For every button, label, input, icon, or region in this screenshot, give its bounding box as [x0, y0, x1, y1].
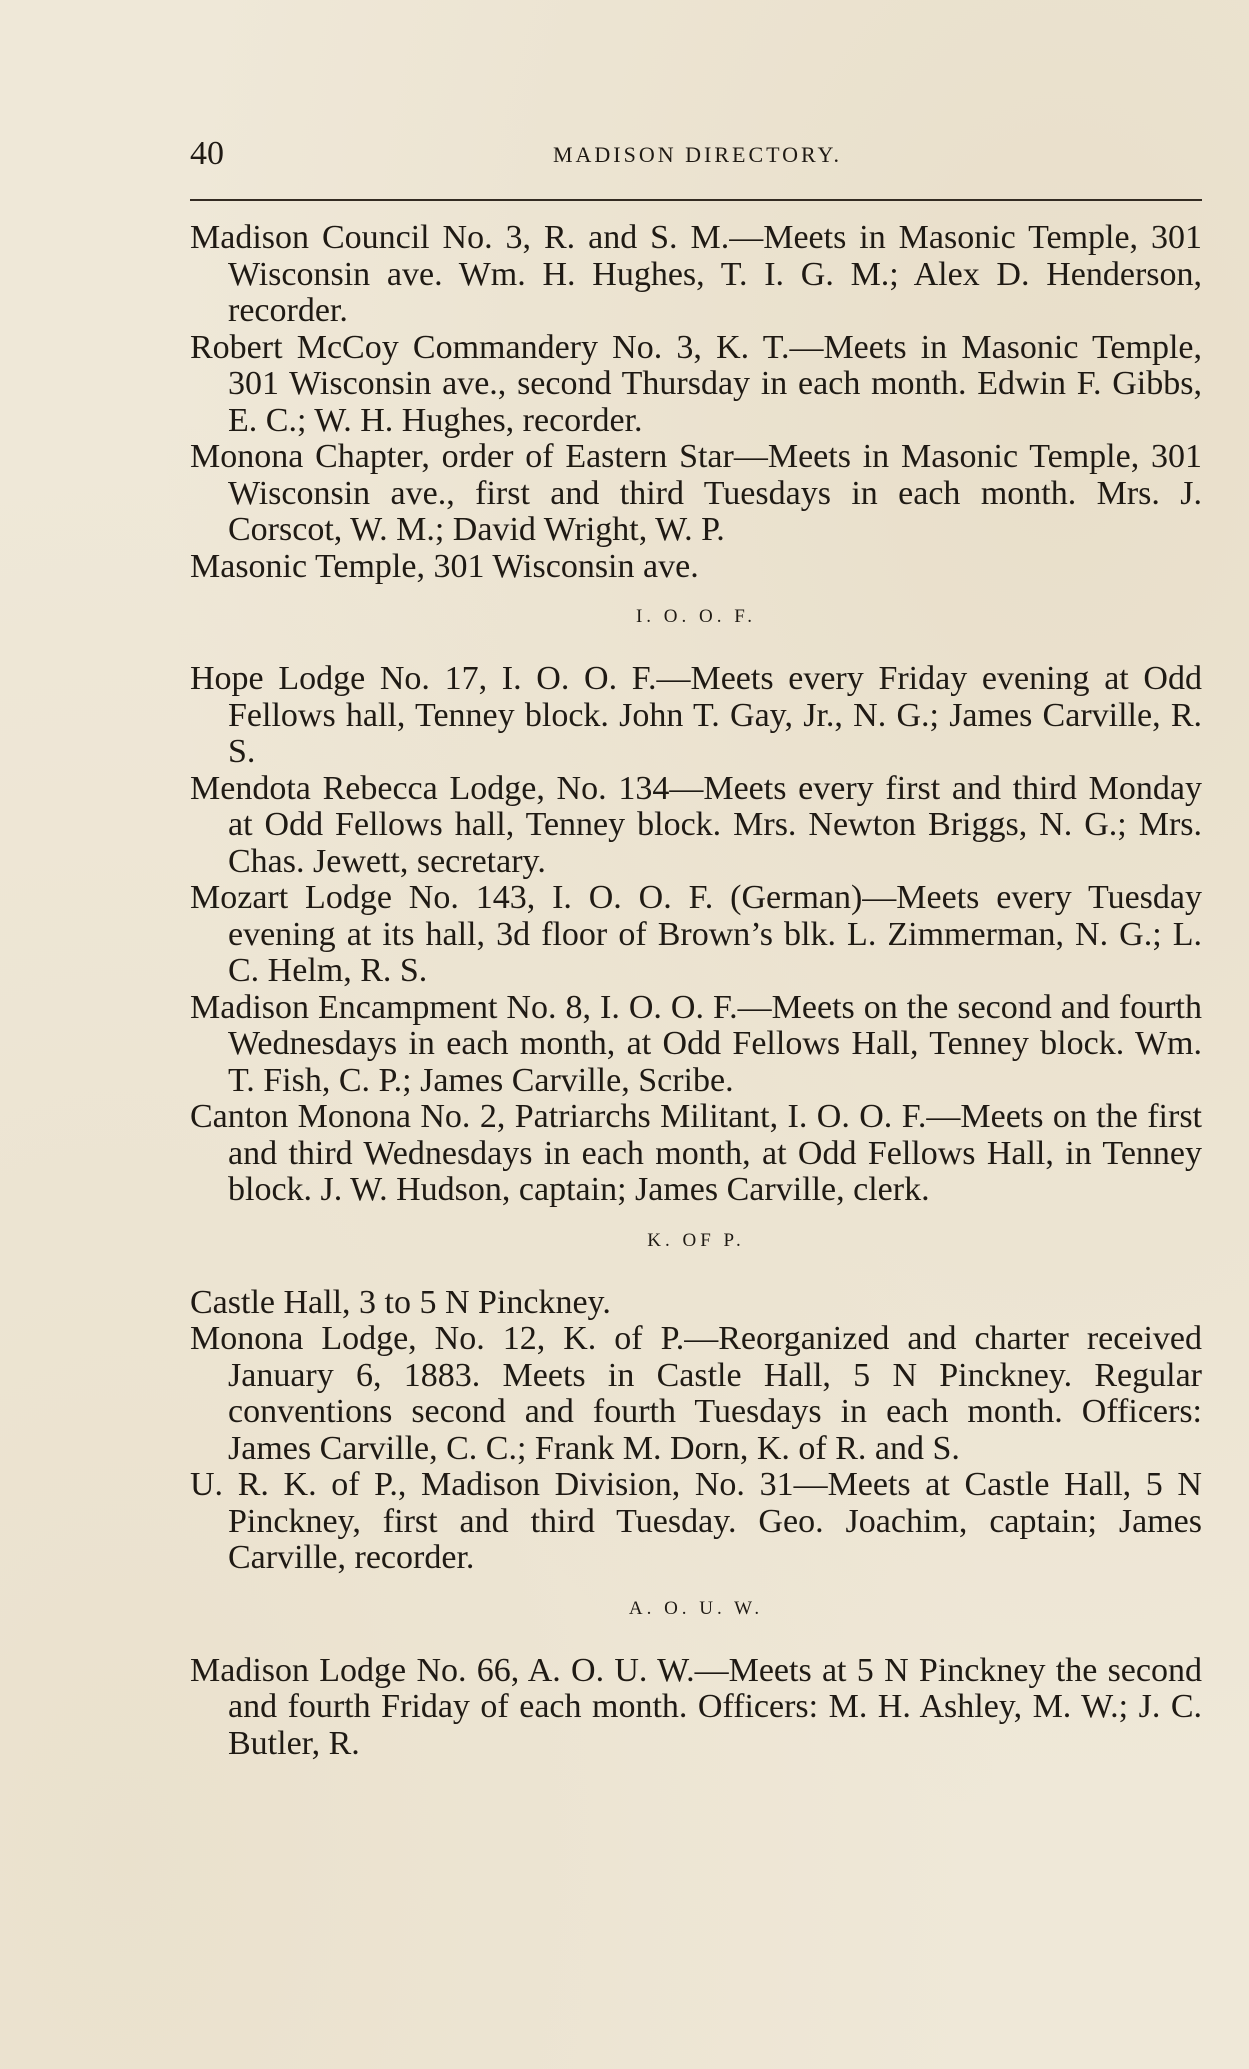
directory-entry: Mozart Lodge No. 143, I. O. O. F. (German)—Meets every Tuesday evening at its hall, 3d floor of Brown’s blk. L. Zimmerman, N. G.; L. C. Helm, R. S. [190, 879, 1202, 989]
page-number: 40 [190, 135, 224, 172]
directory-entry: Masonic Temple, 301 Wisconsin ave. [190, 547, 699, 585]
directory-entry: Hope Lodge No. 17, I. O. O. F.—Meets every Friday evening at Odd Fellows hall, Tenney block. John T. Gay, Jr., N. G.; James Carville, R. S. [190, 660, 1202, 770]
directory-entry: U. R. K. of P., Madison Division, No. 31—Meets at Castle Hall, 5 N Pinckney, first and third Tuesday. Geo. Joachim, captain; James Carville, recorder. [190, 1466, 1202, 1576]
directory-entry: Robert McCoy Commandery No. 3, K. T.—Meets in Masonic Temple, 301 Wisconsin ave., second Thursday in each month. Edwin F. Gibbs, E. C.; W. H. Hughes, recorder. [190, 328, 1202, 439]
directory-entry: Madison Council No. 3, R. and S. M.—Meets in Masonic Temple, 301 Wisconsin ave. Wm. H. Hughes, T. I. G. M.; Alex D. Henderson, recorder. [190, 219, 1202, 329]
section-knights-of-pythias [190, 1209, 1202, 1577]
running-head: MADISON DIRECTORY. [552, 142, 843, 167]
directory-entry: Monona Lodge, No. 12, K. of P.—Reorganized and charter received January 6, 1883. Meets in Castle Hall, 5 N Pinckney. Regular conventions second and fourth Tuesdays in each month. Officers: James Carville, C. C.; Frank M. Dorn, K. of R. and S. [190, 1320, 1202, 1467]
directory-content [190, 220, 1202, 1762]
directory-entry: Madison Lodge No. 66, A. O. U. W.—Meets at 5 N Pinckney the second and fourth Friday of each month. Officers: M. H. Ashley, M. W.; J. C. Butler, R. [190, 1651, 1202, 1762]
section-heading: A. O. U. W. [628, 1597, 764, 1619]
directory-entry: Mendota Rebecca Lodge, No. 134—Meets every first and third Monday at Odd Fellows hall, Tenney block. Mrs. Newton Briggs, N. G.; Mrs. Chas. Jewett, secretary. [190, 769, 1202, 880]
header-rule [190, 199, 1202, 201]
section-heading: I. O. O. F. [635, 606, 757, 627]
section-aouw [190, 1577, 1202, 1763]
directory-entry: Canton Monona No. 2, Patriarchs Militant, I. O. O. F.—Meets on the first and third Wednesdays in each month, at Odd Fellows Hall, in Tenney block. J. W. Hudson, captain; James Carville, clerk. [190, 1098, 1202, 1208]
directory-entry: Madison Encampment No. 8, I. O. O. F.—Meets on the second and fourth Wednesdays in each month, at Odd Fellows Hall, Tenney block. Wm. T. Fish, C. P.; James Carville, Scribe. [190, 988, 1202, 1099]
section-ioof [190, 585, 1202, 1209]
section-heading: K. OF P. [647, 1229, 745, 1251]
directory-entry: Monona Chapter, order of Eastern Star—Meets in Masonic Temple, 301 Wisconsin ave., first and third Tuesdays in each month. Mrs. J. Corscot, W. M.; David Wright, W. P. [190, 438, 1202, 548]
page-header [190, 132, 1205, 176]
directory-entry: Castle Hall, 3 to 5 N Pinckney. [190, 1283, 611, 1321]
section-masonic [190, 220, 1202, 585]
